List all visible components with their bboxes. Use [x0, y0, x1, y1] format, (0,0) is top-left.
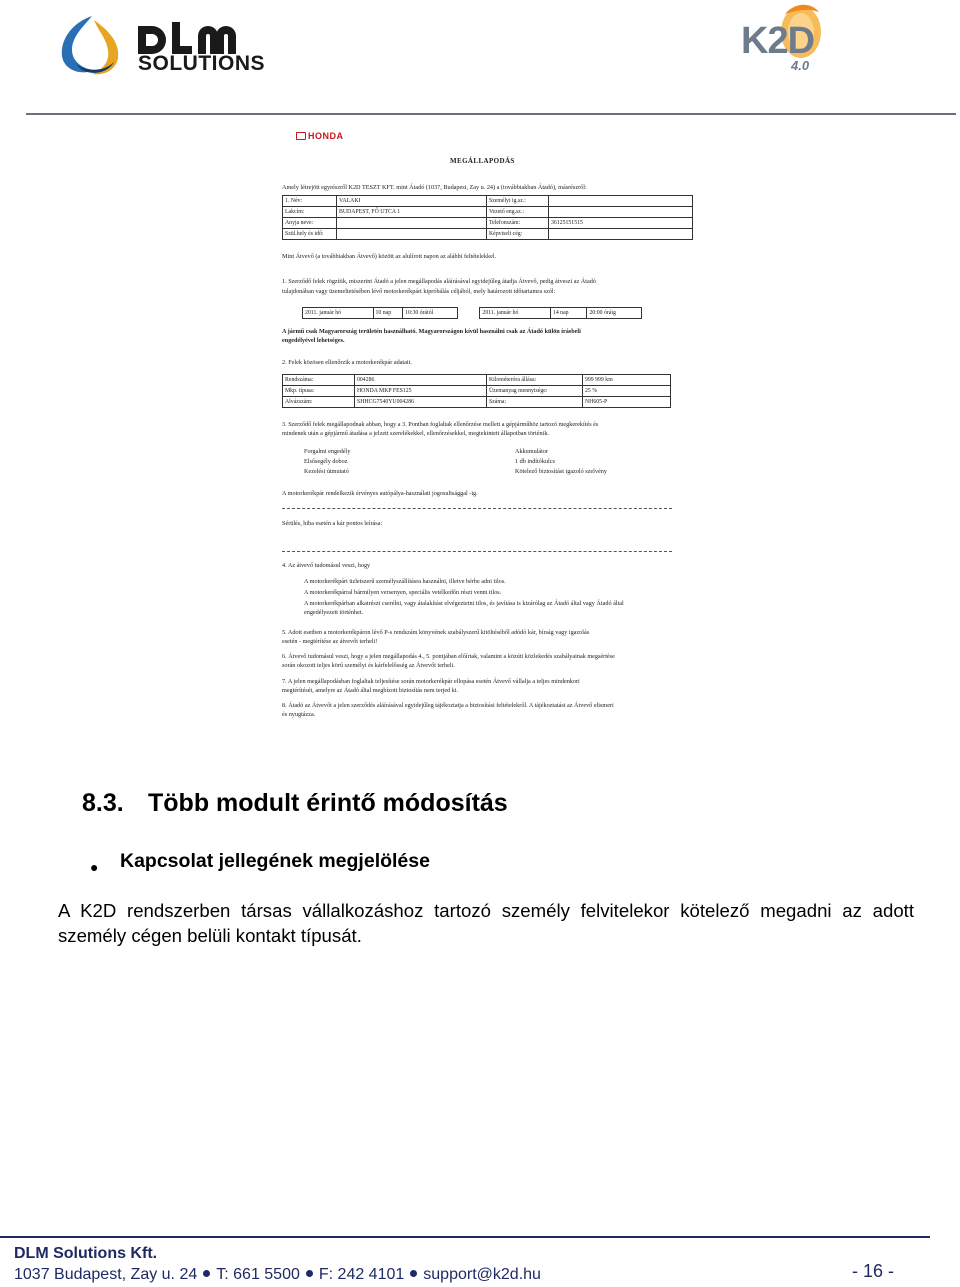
section-heading — [82, 789, 508, 818]
clause-4-item-3-cont: engedélyezett történhet. — [304, 609, 364, 616]
separator-dot-icon — [410, 1270, 417, 1277]
clause-5-line-1: 5. Adott esetben a motorkerékpáron lévő P-s rendszám könyvének szabályszerű kitöltéséből adódó kár, bírság vagy igazolás — [282, 629, 590, 636]
table-row: Mkp. típusa: HONDA MKP FES125 Üzemanyag mennyisége: 25 % — [283, 386, 671, 397]
blank-line — [282, 508, 672, 509]
page-number: - 16 - — [852, 1261, 895, 1281]
clause-1-line-2: tulajdonában vagy üzemeltetésében lévő motorkerékpárt kipróbálás céljából, mely határozott időtartamra szól: — [282, 288, 556, 295]
section-number: 8.3. — [82, 789, 124, 817]
table-row: Anyja neve: Telefonszám: 36125151515 — [283, 218, 693, 229]
table-row: 2011. január hó 10 nap 10:30 órától 2011. január hó 14 nap 20:00 óráig — [303, 308, 642, 319]
blank-line — [282, 551, 672, 552]
clause-3-line-2: mindenek után a gépjármű átadása a jelzett szerelékekkel, ellenőrzésekkel, megtekintett állapotban történik. — [282, 430, 549, 437]
clause-7-line-2: megtérítését, amelyre az Átadó által megbízott biztosítás nem terjed ki. — [282, 687, 459, 694]
doc-left-3: Kezelési útmutató — [304, 468, 349, 475]
period-table — [302, 307, 642, 319]
clause-1-line-1: 1. Szerződő felek rögzítik, miszerint Átadó a jelen megállapodás aláírásával egyidejűleg átadja Átvevő, pedig átveszi az Átadó — [282, 278, 596, 285]
honda-brand-text: HONDA — [308, 131, 344, 141]
hungary-only-line-2: engedélyével lehetséges. — [282, 337, 345, 344]
table-row: Lakcím: BUDAPEST, FŐ UTCA 1 Vezető eng.sz.: — [283, 207, 693, 218]
clause-4: 4. Az átvevő tudomásul veszi, hogy — [282, 562, 371, 569]
table-row: Szül.hely és idő: Képviselt cég: — [283, 229, 693, 240]
clause-4-item-1: A motorkerékpárt üzletszerű személyszállításra használni, illetve bérbe adni tilos. — [304, 578, 506, 585]
vehicle-table — [282, 374, 671, 408]
clause-3-line-1: 3. Szerződő felek megállapodnak abban, hogy a 3. Pontban foglaltak ellenőrzése mellett a gépjárműhöz tartozó megkerekítés és — [282, 421, 599, 428]
clause-6-line-2: során okozott teljes körű személyi és kárfelelősség az Átvevőt terheli. — [282, 662, 455, 669]
bullet-item: Kapcsolat jellegének megjelölése — [120, 850, 430, 872]
footer-fax: F: 242 4101 — [318, 1266, 405, 1283]
recipient-statement: Mint Átvevő (a továbbiakban Átvevő) között az alulírott napon az alábbi feltételekkel. — [282, 253, 497, 260]
agreement-intro: Amely létrejött egyrészről K2D TESZT KFT. mint Átadó (1037, Budapest, Zay u. 24) a (továbbiakban Átadó), másrészről: — [282, 184, 587, 191]
footer-address: 1037 Budapest, Zay u. 24 — [14, 1266, 198, 1283]
highway-statement: A motorkerékpár rendelkezik érvényes autópálya-használati jogosultsággal -ig. — [282, 490, 478, 497]
doc-left-2: Elsősegély doboz — [304, 458, 348, 465]
embedded-agreement-scan — [278, 125, 698, 725]
table-row: Rendszáma: 004286 Kilométeróra állása: 999 999 km — [283, 375, 671, 386]
honda-wing-icon — [296, 132, 306, 140]
k2d-logo — [735, 2, 865, 74]
doc-right-3: Kötelező biztosítást igazoló szelvény — [515, 468, 607, 475]
dlm-logo-subtitle: SOLUTIONS — [138, 52, 266, 75]
clause-8-line-1: 8. Átadó az Átvevőt a jelen szerződés aláírásával egyidejűleg tájékoztatja a biztosítási feltételekről. A tájékoztatást az Átvevő elismeri — [282, 702, 614, 709]
clause-4-item-3: A motorkerékpárban alkatrészt cserélni, vagy átalakítást elvégeztetni tilos, és javítása is kizárólag az Átadó által vagy Átadó által — [304, 600, 624, 607]
clause-8-line-2: és nyugtázza. — [282, 711, 316, 718]
separator-dot-icon — [203, 1270, 210, 1277]
doc-right-1: Akkumulátor — [515, 448, 548, 455]
clause-7-line-1: 7. A jelen megállapodásban foglaltak teljesítése során motorkerékpár ellopása esetén Átvevő vállalja a teljes mindenkori — [282, 678, 580, 685]
agreement-title: MEGÁLLAPODÁS — [450, 157, 515, 165]
clause-2: 2. Felek közösen ellenőrzik a motorkerékpár adatait. — [282, 359, 412, 366]
person-table — [282, 195, 693, 240]
clause-5-line-2: esetén - megtérítése az átvevőt terheli! — [282, 638, 378, 645]
damage-label: Sérülés, hiba esetén a kár pontos leírása: — [282, 520, 383, 527]
table-row: Alvázszám: SHHCG7540YU004286 Száma: NH605-P — [283, 397, 671, 408]
footer-company: DLM Solutions Kft. — [14, 1245, 158, 1262]
hungary-only-line-1: A jármű csak Magyarország területén használható. Magyarországon kívül használni csak az Átadó külön írásbeli — [282, 328, 581, 335]
bullet-icon: ● — [90, 859, 99, 875]
k2d-logo-text: K2D — [741, 20, 815, 62]
clause-6-line-1: 6. Átvevő tudomásul veszi, hogy a jelen megállapodás 4., 5. pontjában előírtak, valamint a közúti közlekedés szabályainak megsértése — [282, 653, 615, 660]
table-row: 1. Név: VALAKI Személyi ig.sz.: — [283, 196, 693, 207]
clause-4-item-2: A motorkerékpárral bármilyen versenyen, speciális vetélkedőn részt venni tilos. — [304, 589, 502, 596]
k2d-logo-version: 4.0 — [791, 58, 810, 73]
separator-dot-icon — [306, 1270, 313, 1277]
dlm-logo-title — [56, 12, 58, 13]
doc-right-2: 1 db indítókulcs — [515, 458, 555, 465]
doc-left-1: Forgalmi engedély — [304, 448, 351, 455]
dlm-solutions-logo — [56, 12, 296, 78]
footer-contact — [14, 1266, 541, 1284]
footer-phone: T: 661 5500 — [216, 1266, 300, 1283]
honda-brand — [296, 132, 344, 140]
body-paragraph: A K2D rendszerben társas vállalkozáshoz tartozó személy felvitelekor kötelező megadni az adott személy cégen belüli kontakt típusát. — [58, 900, 914, 946]
footer-email[interactable]: support@k2d.hu — [423, 1266, 541, 1283]
header-divider — [26, 113, 956, 115]
section-title: Több modult érintő módosítás — [148, 789, 508, 817]
footer-divider — [0, 1236, 930, 1238]
